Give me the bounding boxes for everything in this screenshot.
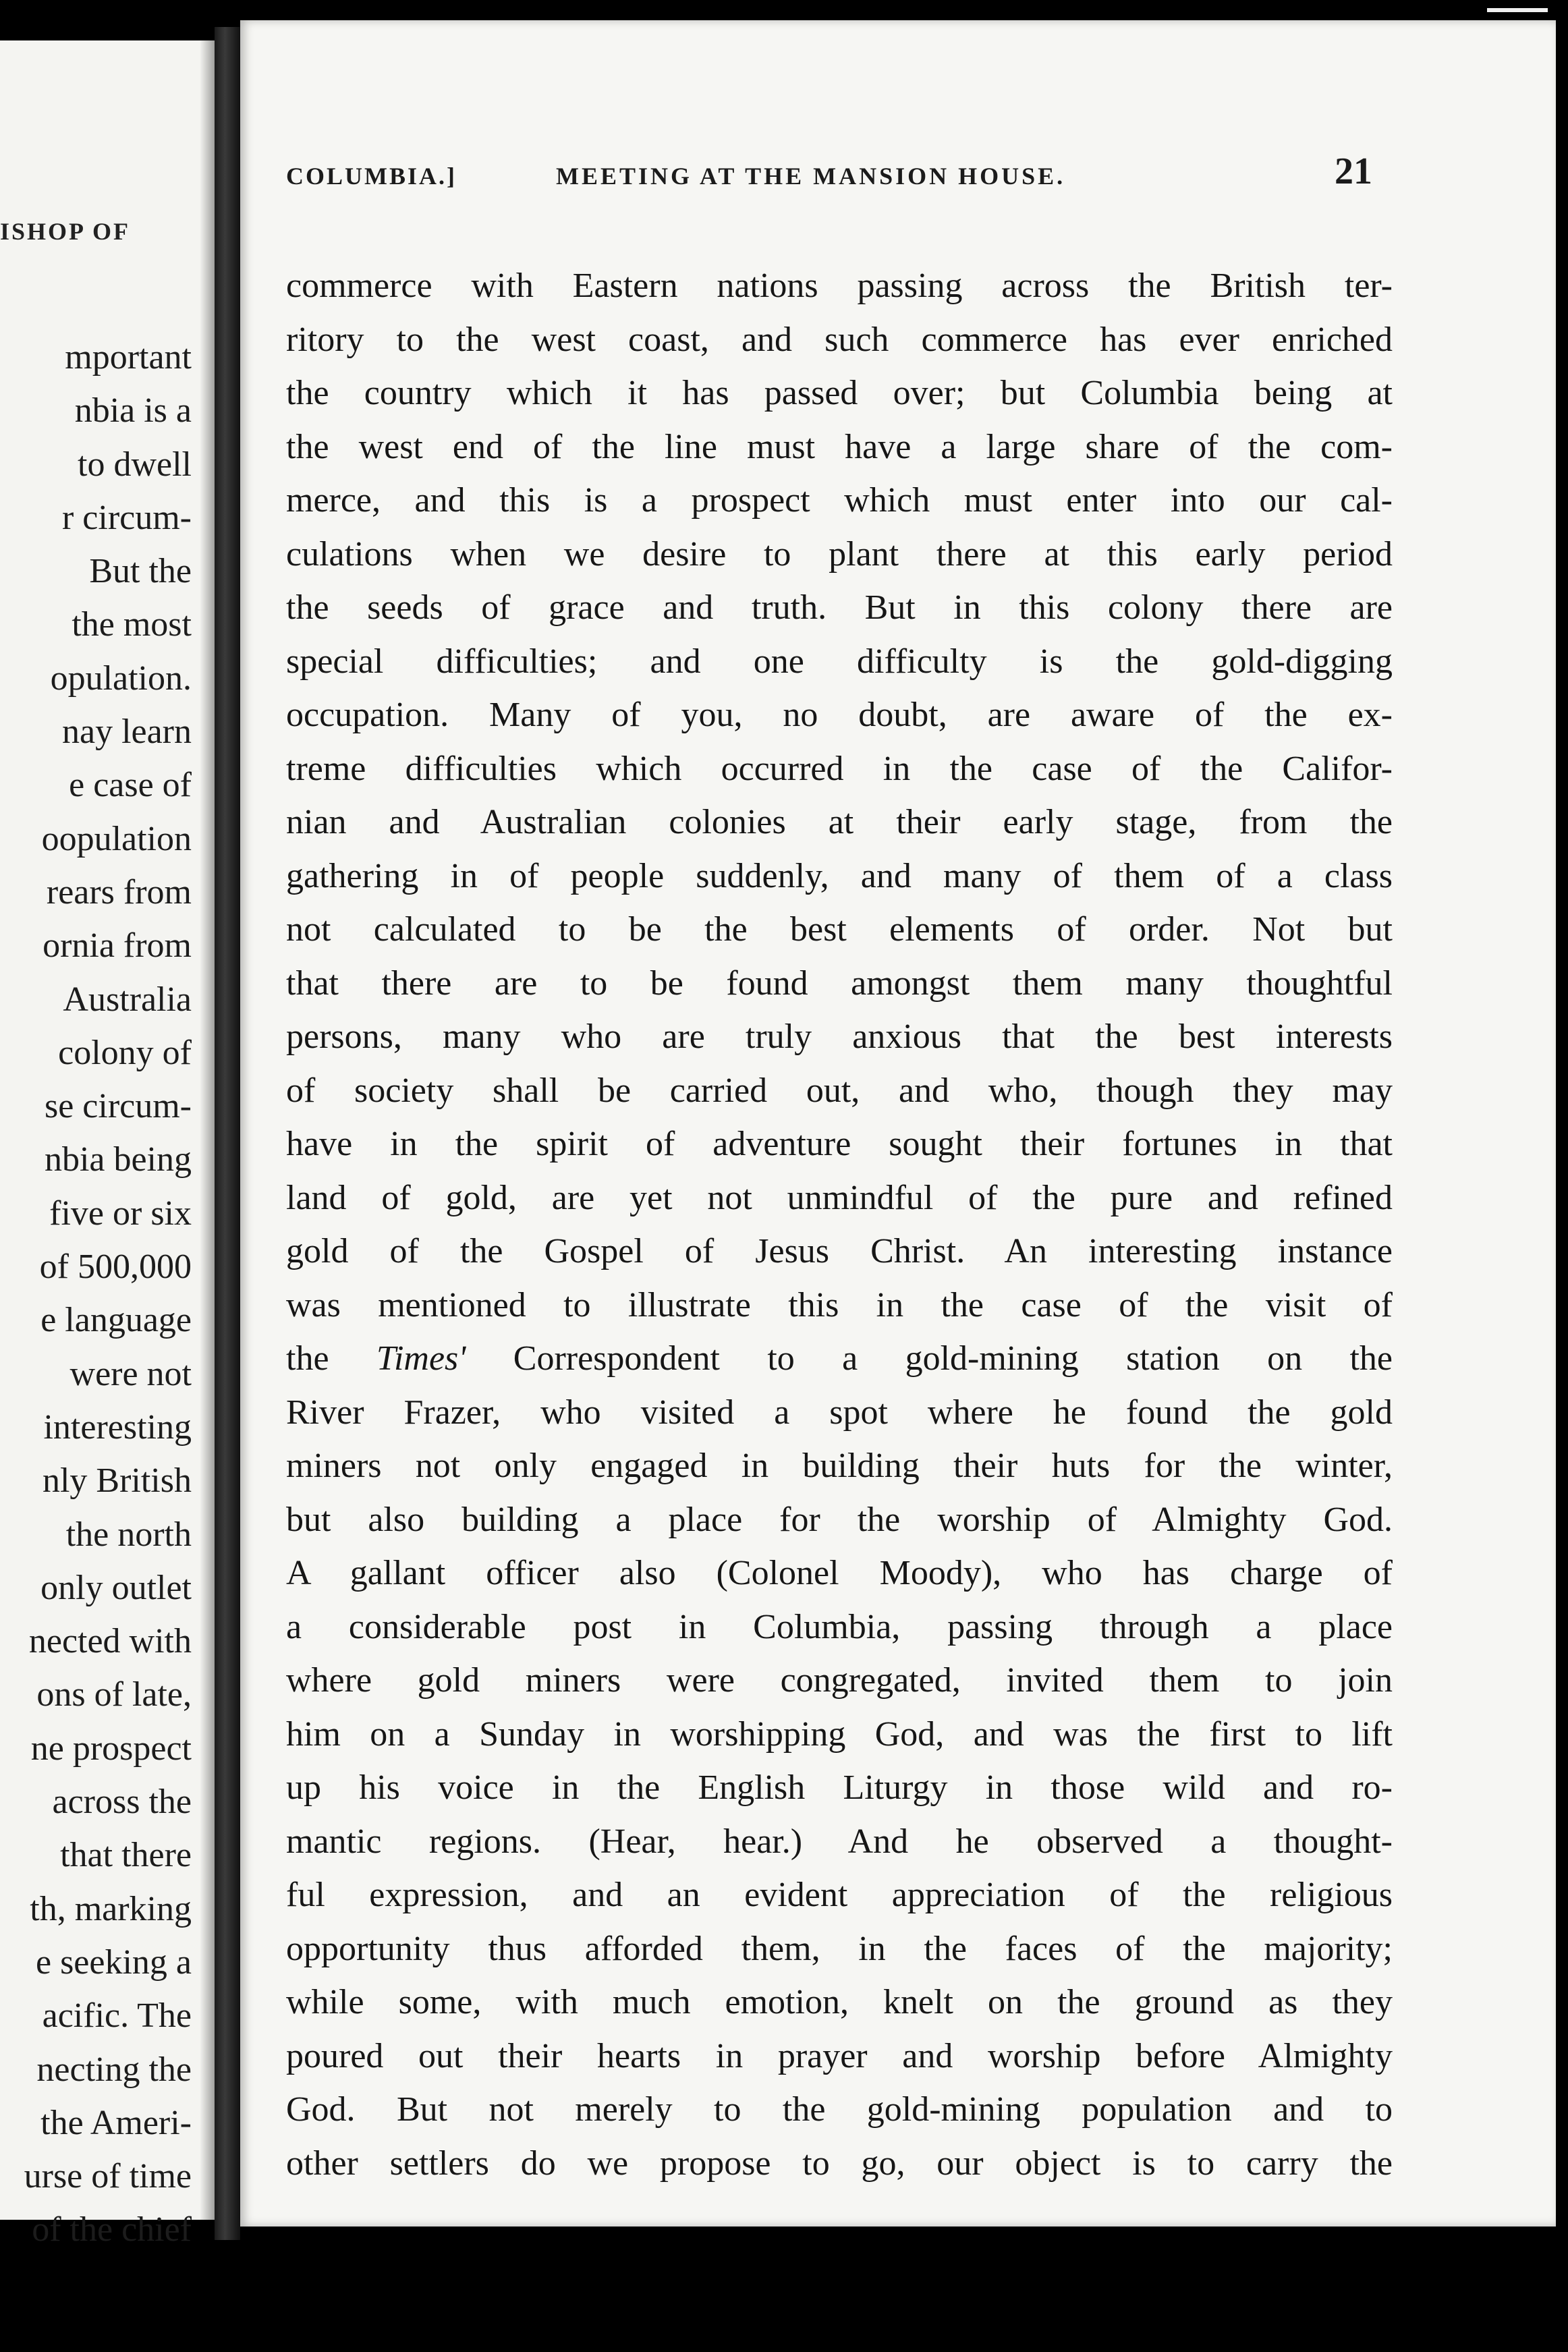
text-line: poured out their hearts in prayer and worship before Almighty [286,2036,1393,2075]
text-line: of society shall be carried out, and who, though they may [286,1071,1393,1110]
left-page-line: rears from [46,872,192,912]
text-line: commerce with Eastern nations passing across the British ter- [286,267,1393,305]
left-page-text [24,331,192,2257]
text-line: River Frazer, who visited a spot where he found the gold [286,1393,1393,1432]
left-page-line: to dwell [78,445,192,484]
text-line: special difficulties; and one difficulty is the gold-digging [286,642,1393,681]
left-page-line: the most [72,605,192,644]
left-page-line: e case of [69,766,192,805]
italic-newspaper-title: Times' [376,1339,466,1378]
text-line: culations when we desire to plant there at this early period [286,534,1393,573]
text-line: merce, and this is a prospect which must enter into our cal- [286,481,1393,520]
text-line: was mentioned to illustrate this in the case of the visit of [286,1285,1393,1324]
left-page-line: mportant [65,338,192,376]
text-line: the seeds of grace and truth. But in this colony there are [286,588,1393,627]
left-page-line: interesting [43,1407,192,1447]
left-page-line: ornia from [43,926,192,965]
main-page [240,20,1556,2227]
left-page-line: necting the [36,2050,192,2089]
text-line: but also building a place for the worship of Almighty God. [286,1500,1393,1539]
left-page-line: e language [40,1301,192,1340]
left-page-line: Australia [63,980,192,1019]
left-page-line: nbia is a [74,391,192,430]
text-line: him on a Sunday in worshipping God, and was the first to lift [286,1714,1393,1754]
text-line: not calculated to be the best elements of order. Not but [286,910,1393,949]
text-line: where gold miners were congregated, invited them to join [286,1661,1393,1700]
left-page-line: colony of [58,1033,192,1072]
text-line: gathering in of people suddenly, and many of them of a class [286,856,1393,895]
left-page-line: acific. The [42,1996,192,2036]
text-line: while some, with much emotion, knelt on the ground as they [286,1983,1393,2021]
text-line: have in the spirit of adventure sought their fortunes in that [286,1125,1393,1163]
text-line: mantic regions. (Hear, hear.) And he observed a thought- [286,1822,1393,1861]
left-page-line: th, marking [30,1889,192,1928]
left-page-line: nected with [28,1622,192,1661]
text-line: up his voice in the English Liturgy in those wild and ro- [286,1768,1393,1807]
corner-mark [1487,8,1548,12]
left-page-line: that there [60,1836,192,1875]
text-line-prefix: the [286,1339,376,1378]
left-page [0,40,215,2249]
running-head-section: COLUMBIA.] [286,163,457,190]
left-page-line: five or six [49,1194,192,1233]
left-page-line: of 500,000 [39,1248,192,1287]
text-line [286,1332,1393,1386]
left-page-line: But the [89,552,192,591]
text-line: God. But not merely to the gold-mining population and to [286,2090,1393,2129]
text-line: opportunity thus afforded them, in the faces of the majority; [286,1929,1393,1968]
right-edge [1556,0,1568,2352]
text-line: miners not only engaged in building their huts for the winter, [286,1447,1393,1485]
left-page-line: urse of time [24,2157,192,2196]
left-page-line: ne prospect [30,1729,192,1768]
text-line: that there are to be found amongst them many thoughtful [286,963,1393,1003]
left-page-line: nbia being [44,1140,192,1179]
running-head [286,150,1372,202]
text-line: nian and Australian colonies at their early stage, from the [286,803,1393,841]
text-line-rest: Correspondent to a gold-mining station on the [466,1339,1393,1378]
left-page-line: oopulation [41,819,192,858]
text-line: other settlers do we propose to go, our object is to carry the [286,2144,1393,2183]
left-page-line: were not [69,1354,192,1393]
left-page-line: r circum- [61,498,192,537]
left-page-line: of the chief [32,2210,192,2249]
running-head-title: MEETING AT THE MANSION HOUSE. [556,163,1066,190]
page-number: 21 [1335,150,1372,192]
text-line: the country which it has passed over; but Columbia being at [286,374,1393,412]
left-page-line: the north [65,1515,192,1554]
text-line: ful expression, and an evident appreciation of the religious [286,1876,1393,1914]
text-line: occupation. Many of you, no doubt, are aware of the ex- [286,696,1393,734]
text-line: land of gold, are yet not unmindful of the pure and refined [286,1178,1393,1217]
text-line: persons, many who are truly anxious that the best interests [286,1017,1393,1056]
book-binding [215,27,240,2240]
text-line: treme difficulties which occurred in the case of the Califor- [286,749,1393,788]
left-page-line: opulation. [50,659,192,698]
left-running-head: ISHOP OF [0,218,131,245]
body-text [286,259,1393,2190]
text-line: A gallant officer also (Colonel Moody), who has charge of [286,1554,1393,1592]
text-line: gold of the Gospel of Jesus Christ. An interesting instance [286,1232,1393,1270]
left-page-line: nay learn [61,712,192,752]
left-page-line: se circum- [44,1087,192,1126]
left-page-line: only outlet [40,1568,192,1607]
text-line: a considerable post in Columbia, passing through a place [286,1607,1393,1646]
text-line: the west end of the line must have a large share of the com- [286,427,1393,466]
left-page-line: the Ameri- [40,2103,192,2142]
left-page-line: nly British [42,1461,192,1501]
text-line: ritory to the west coast, and such commerce has ever enriched [286,320,1393,359]
gutter-shadow [200,40,215,2220]
left-page-line: across the [52,1783,192,1822]
left-page-line: e seeking a [35,1942,192,1982]
left-page-line: ons of late, [36,1675,192,1714]
